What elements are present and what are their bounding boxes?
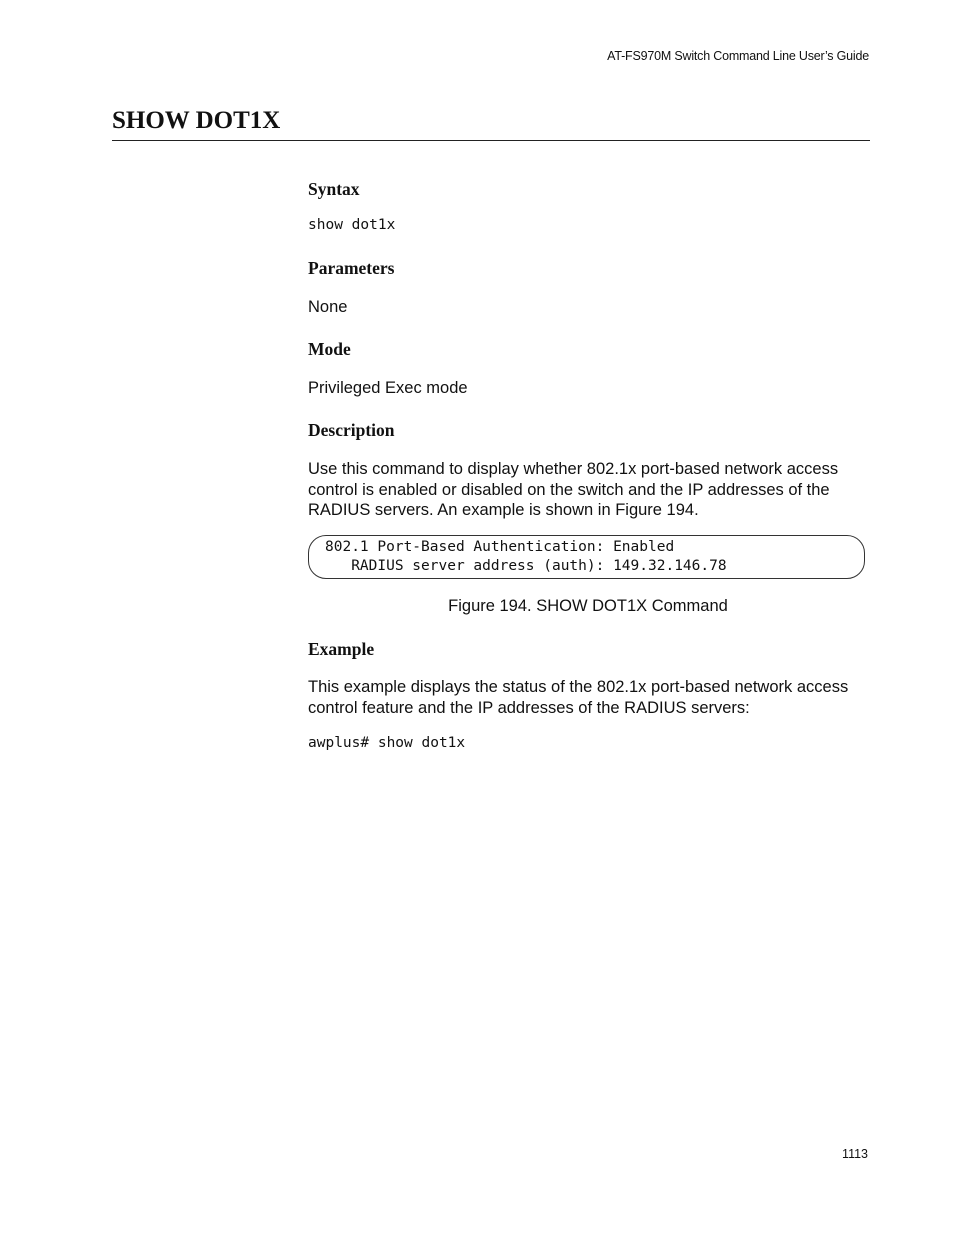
description-line-1: Use this command to display whether 802.1x port-based network access — [308, 460, 839, 478]
syntax-heading: Syntax — [308, 179, 360, 199]
output-line-1: 802.1 Port-Based Authentication: Enabled — [325, 539, 675, 555]
output-line-2: RADIUS server address (auth): 149.32.146.78 — [325, 558, 727, 574]
example-line-1: This example displays the status of the 802.1x port-based network access — [308, 678, 849, 696]
syntax-code: show dot1x — [308, 217, 396, 233]
running-header: AT-FS970M Switch Command Line User’s Guide — [607, 49, 869, 63]
parameters-heading: Parameters — [308, 258, 395, 278]
mode-heading: Mode — [308, 339, 351, 359]
description-line-2: control is enabled or disabled on the switch and the IP addresses of the — [308, 480, 830, 499]
example-heading: Example — [308, 639, 375, 659]
description-heading: Description — [308, 420, 395, 440]
example-line-2: control feature and the IP addresses of the RADIUS servers: — [308, 698, 750, 717]
page-number: 1113 — [842, 1147, 868, 1161]
page-title: SHOW DOT1X — [112, 107, 281, 134]
mode-text: Privileged Exec mode — [308, 379, 468, 397]
title-divider — [112, 140, 870, 141]
example-code: awplus# show dot1x — [308, 735, 466, 751]
description-line-3: RADIUS servers. An example is shown in Figure 194. — [308, 501, 699, 519]
command-output-box — [308, 535, 865, 579]
figure-caption: Figure 194. SHOW DOT1X Command — [448, 597, 728, 615]
parameters-text: None — [308, 298, 348, 316]
